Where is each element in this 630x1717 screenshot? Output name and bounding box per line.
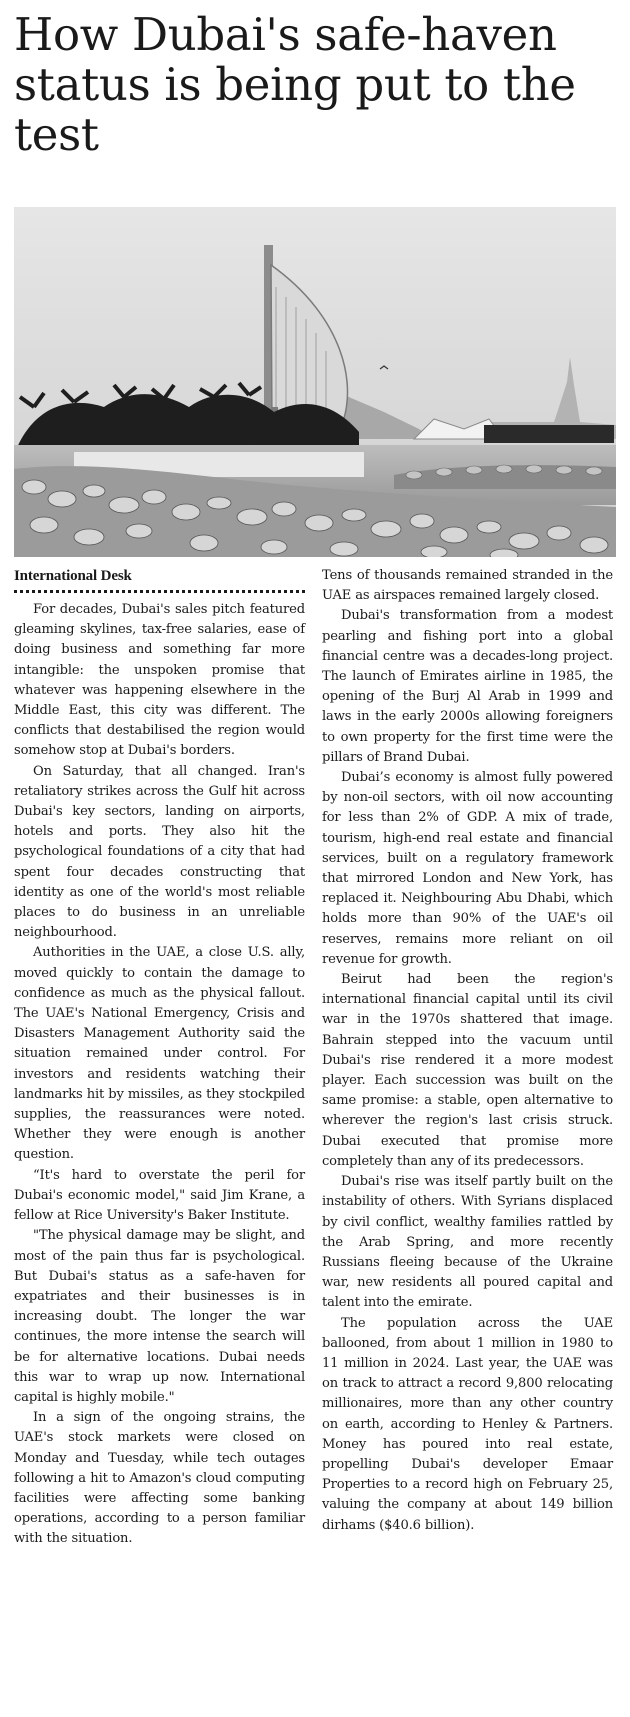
paragraph: For decades, Dubai's sales pitch featured gleaming skylines, tax-free salaries, ease of doing business and something far more intangible: the unspoken promise that whatever was happening elsewhere in the Middle East, this city was different. The conflicts that destabilised the region would somehow stop at Dubai's borders. (14, 602, 305, 759)
paragraph: On Saturday, that all changed. Iran's retaliatory strikes across the Gulf hit across Dubai's key sectors, landing on airports, hotels and ports. They also hit the psychological foundations of a city that had spent four decades constructing that identity as one of the world's most reliable places to do business in an unreliable neighbourhood. (14, 763, 305, 941)
article-column-left (14, 566, 305, 1550)
burj-al-arab-photo (14, 207, 616, 557)
article-column-right (322, 566, 613, 1536)
paragraph: Dubai's transformation from a modest pearling and fishing port into a global financial centre was a decades-long project. The launch of Emirates airline in 1985, the opening of the Burj Al Arab in 1999 and laws in the early 2000s allowing foreigners to own property for the first time were the pillars of Brand Dubai. (322, 608, 613, 765)
paragraph: “It's hard to overstate the peril for Dubai's economic model," said Jim Krane, a fellow at Rice University's Baker Institute. (14, 1167, 305, 1224)
paragraph: Dubai's rise was itself partly built on the instability of others. With Syrians displaced by civil conflict, wealthy families rattled by the Arab Spring, and more recently Russians fleeing because of the Ukraine war, new residents all poured capital and talent into the emirate. (322, 1174, 613, 1311)
paragraph: Beirut had been the region's international financial capital until its civil war in the 1970s shattered that image. Bahrain stepped into the vacuum until Dubai's rise rendered it a more modest player. Each succession was built on the same promise: a stable, open alternative to wherever the region's last crisis struck. Dubai executed that promise more completely than any of its predecessors. (322, 972, 613, 1169)
article-photo (14, 207, 616, 557)
paragraph: Tens of thousands remained stranded in the UAE as airspaces remained largely closed. (322, 568, 613, 604)
paragraph: In a sign of the ongoing strains, the UAE's stock markets were closed on Monday and Tuesday, while tech outages following a hit to Amazon's cloud computing facilities were affecting some banking operations, according to a person familiar with the situation. (14, 1410, 305, 1547)
byline: International Desk (14, 566, 305, 593)
paragraph: Dubai’s economy is almost fully powered by non-oil sectors, with oil now accounting for less than 2% of GDP. A mix of trade, tourism, high-end real estate and financial services, built on a regulatory framework that mirrored London and New York, has replaced it. Neighbouring Abu Dhabi, which holds more than 90% of the UAE's oil reserves, remains more reliant on oil revenue for growth. (322, 770, 613, 967)
headline: How Dubai's safe-haven status is being put to the test (14, 8, 576, 161)
paragraph: Authorities in the UAE, a close U.S. ally, moved quickly to contain the damage to confidence as much as the physical fallout. The UAE's National Emergency, Crisis and Disasters Management Authority said the situation remained under control. For investors and residents watching their landmarks hit by missiles, as they stockpiled supplies, the reassurances were noted. Whether they were enough is another question. (14, 945, 305, 1163)
paragraph: "The physical damage may be slight, and most of the pain thus far is psychological. But Dubai's status as a safe-haven for expatriates and their businesses is in increasing doubt. The longer the war continues, the more intense the search will be for alternative locations. Dubai needs this war to wrap up now. International capital is highly mobile." (14, 1228, 305, 1405)
paragraph: The population across the UAE ballooned, from about 1 million in 1980 to 11 million in 2024. Last year, the UAE was on track to attract a record 9,800 relocating millionaires, more than any other country on earth, according to Henley & Partners. Money has poured into real estate, propelling Dubai's developer Emaar Properties to a record high on February 25, valuing the company at about 149 billion dirhams ($40.6 billion). (322, 1315, 613, 1533)
